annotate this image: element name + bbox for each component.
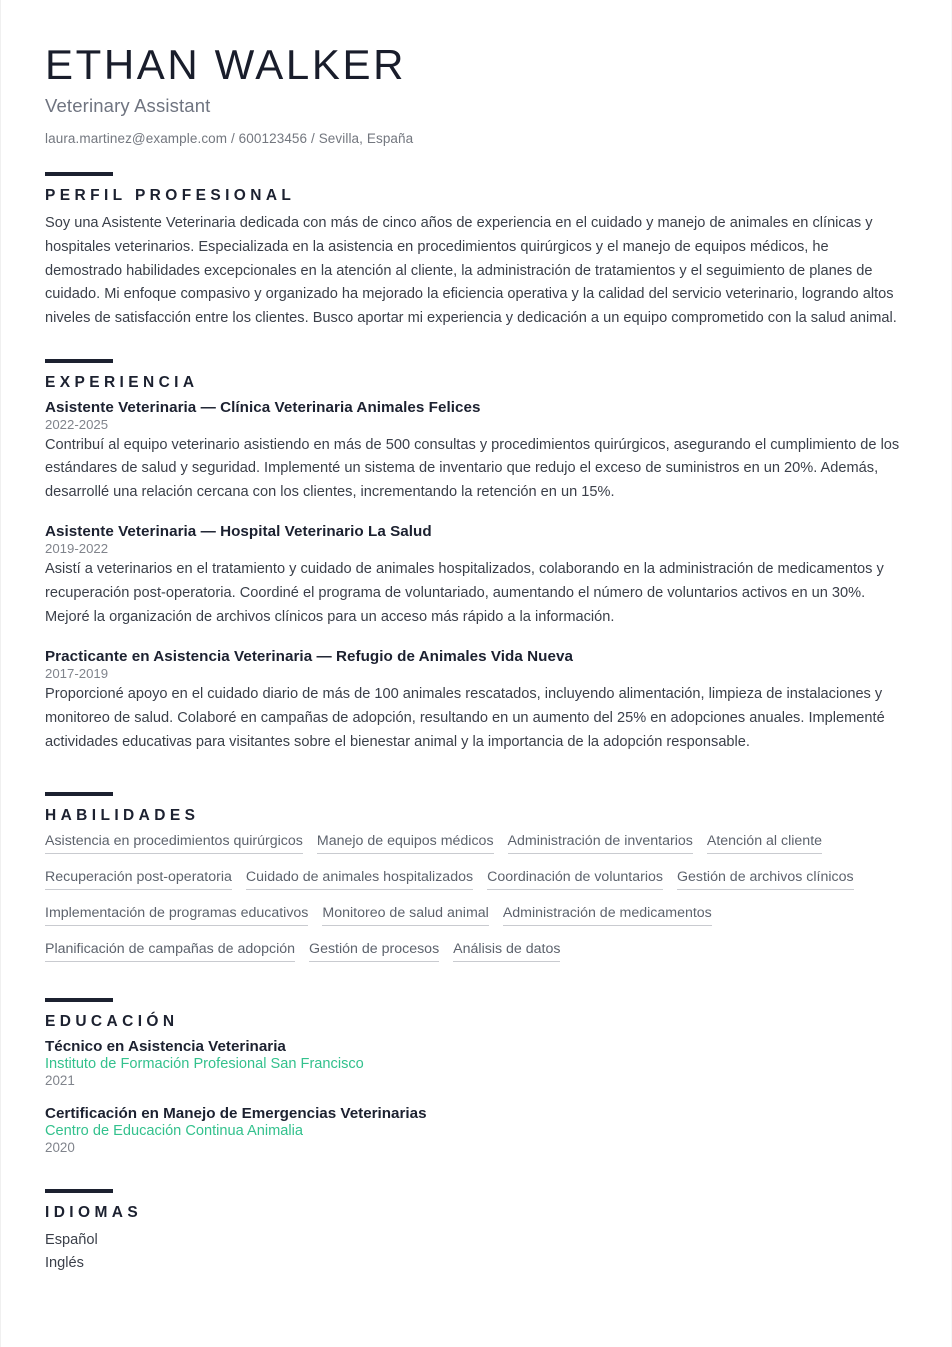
section-experience [45,359,907,755]
experience-dates: 2022-2025 [45,416,109,432]
skill-chip: Recuperación post-operatoria [45,868,232,890]
section-profile [45,172,907,330]
language-item: Español [45,1232,98,1249]
experience-item [45,648,907,754]
education-year: 2021 [45,1073,75,1089]
skill-chip: Administración de inventarios [508,832,693,854]
experience-heading: Practicante en Asistencia Veterinaria — Refugio de Animales Vida Nueva [45,648,573,666]
section-title-experience: EXPERIENCIA [45,373,199,391]
experience-heading: Asistente Veterinaria — Clínica Veterinaria Animales Felices [45,398,481,416]
profile-text: Soy una Asistente Veterinaria dedicada con más de cinco años de experiencia en el cuidado y manejo de animales en clínicas y hospitales veterinarios. Especializada en la asistencia en procedimientos quirúrgicos y el manejo de equipos médicos, he demostrado habilidades excepcionales en la atención al cliente, la administración de tratamientos y el seguimiento de planes de cuidado. Mi enfoque compasivo y organizado ha mejorado la eficiencia operativa y la calidad del servicio veterinario, logrando altos niveles de satisfacción entre los clientes. Busco aportar mi experiencia y dedicación a un equipo comprometido con la salud animal. [45,215,897,326]
skills-list [45,832,907,976]
language-item: Inglés [45,1255,84,1272]
experience-item [45,523,907,629]
skill-chip: Coordinación de voluntarios [487,868,663,890]
section-rule [45,998,113,1002]
experience-description: Contribuí al equipo veterinario asistiendo en más de 500 consultas y procedimientos quirúrgicos, asegurando el cumplimiento de los estándares de salud y seguridad. Implementé un sistema de inventario que redujo el exceso de suministros en un 20%. Además, desarrollé una relación cercana con los clientes, incrementando la retención en un 15%. [45,436,900,500]
skill-chip: Cuidado de animales hospitalizados [246,868,473,890]
section-education [45,998,907,1155]
section-languages [45,1189,907,1275]
education-school: Instituto de Formación Profesional San Francisco [45,1056,364,1073]
candidate-name: ETHAN WALKER [45,41,407,88]
section-skills [45,792,907,976]
section-title-profile: PERFIL PROFESIONAL [45,187,296,205]
experience-description: Asistí a veterinarios en el tratamiento y cuidado de animales hospitalizados, colaborando en la administración de medicamentos y recuperación post-operatoria. Coordiné el programa de voluntariado, aumentando el número de voluntarios activos en un 30%. Mejoré la organización de archivos clínicos para un acceso más rápido a la información. [45,561,884,625]
resume-header [45,42,907,146]
skill-chip: Gestión de procesos [309,940,439,962]
section-title-languages: IDIOMAS [45,1204,143,1222]
skill-chip: Análisis de datos [453,940,560,962]
experience-item [45,399,907,505]
experience-description: Proporcioné apoyo en el cuidado diario de más de 100 animales rescatados, incluyendo alimentación, limpieza de instalaciones y monitoreo de salud. Colaboré en campañas de adopción, resultando en un aumento del 25% en adopciones anuales. Implementé actividades educativas para visitantes sobre el bienestar animal y la importancia de la adopción responsable. [45,686,885,750]
section-rule [45,792,113,796]
section-title-education: EDUCACIÓN [45,1013,179,1031]
experience-heading: Asistente Veterinaria — Hospital Veterinario La Salud [45,523,432,541]
education-school: Centro de Educación Continua Animalia [45,1123,303,1140]
education-degree: Certificación en Manejo de Emergencias Veterinarias [45,1105,427,1123]
contact-line: laura.martinez@example.com / 600123456 / Sevilla, España [45,131,414,147]
skill-chip: Planificación de campañas de adopción [45,940,295,962]
skill-chip: Asistencia en procedimientos quirúrgicos [45,832,303,854]
education-year: 2020 [45,1140,75,1156]
education-item [45,1105,907,1155]
section-title-skills: HABILIDADES [45,807,200,825]
section-rule [45,172,113,176]
experience-dates: 2017-2019 [45,666,109,682]
section-rule [45,1189,113,1193]
skill-chip: Administración de medicamentos [503,904,712,926]
education-degree: Técnico en Asistencia Veterinaria [45,1038,286,1056]
skill-chip: Manejo de equipos médicos [317,832,494,854]
education-item [45,1038,907,1088]
skill-chip: Atención al cliente [707,832,822,854]
skill-chip: Monitoreo de salud animal [322,904,488,926]
skill-chip: Implementación de programas educativos [45,904,308,926]
candidate-job-title: Veterinary Assistant [45,95,211,117]
skill-chip: Gestión de archivos clínicos [677,868,854,890]
section-rule [45,359,113,363]
experience-dates: 2019-2022 [45,541,109,557]
